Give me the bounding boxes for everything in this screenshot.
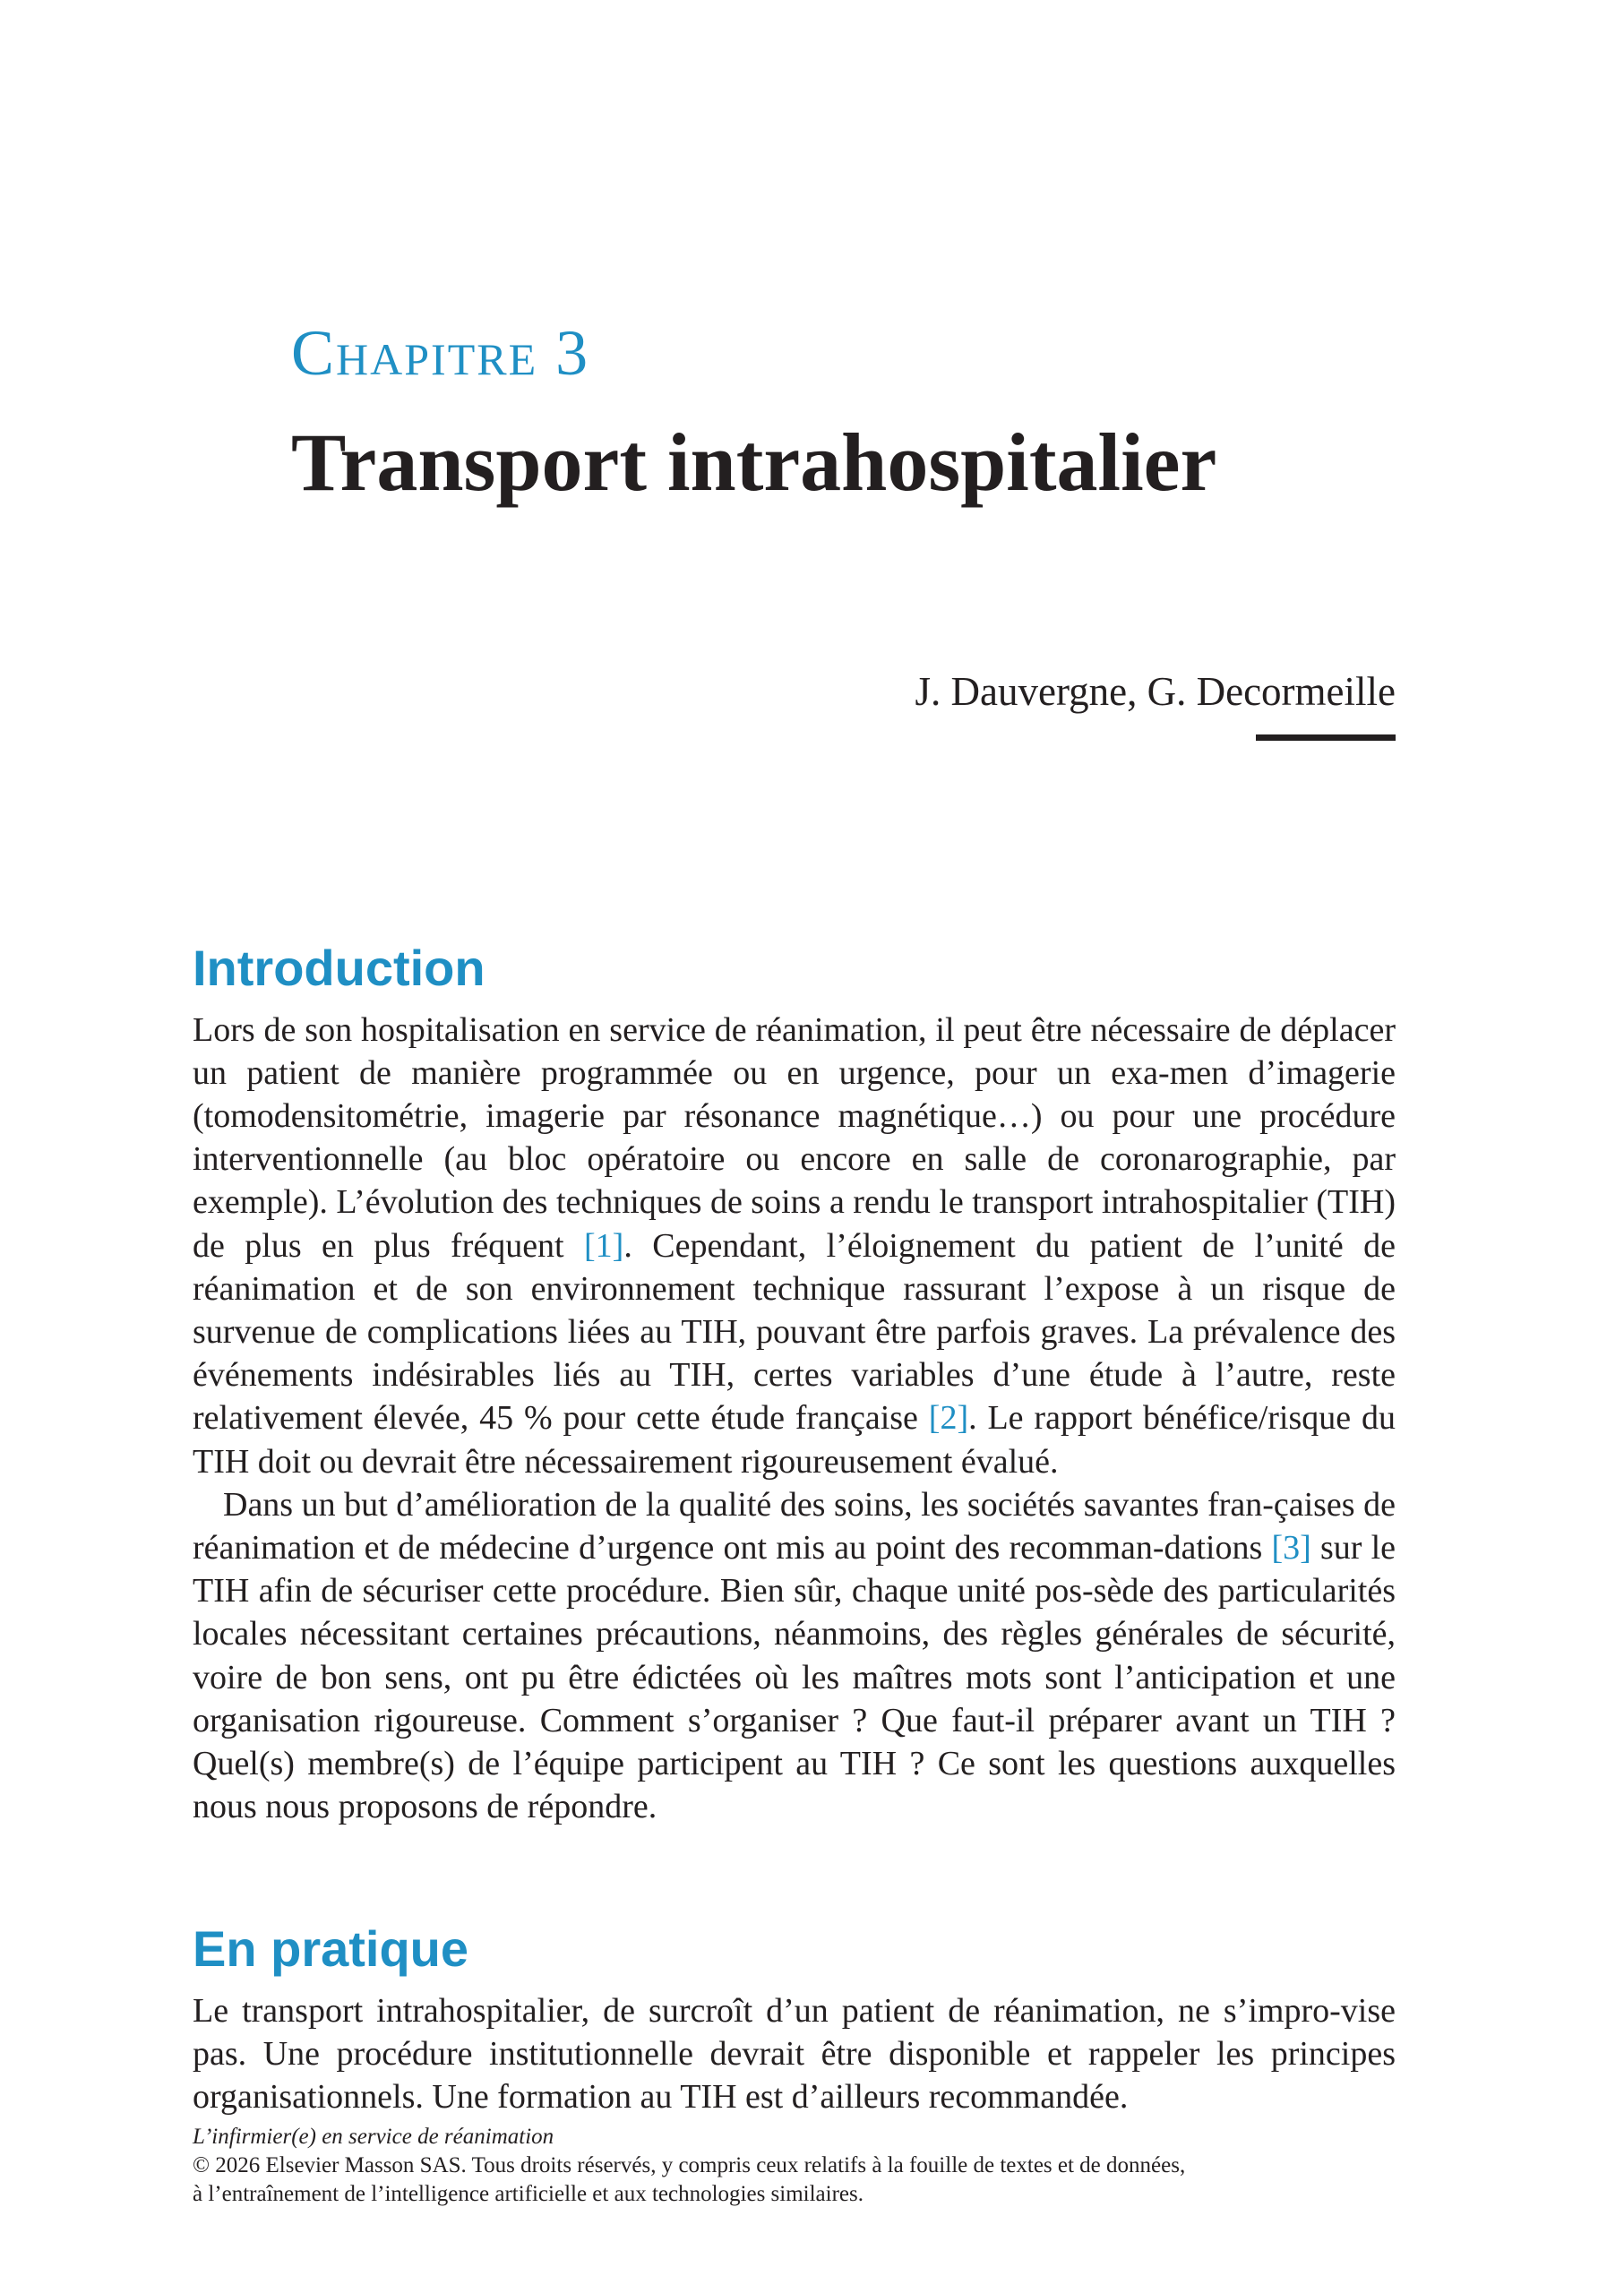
copyright-line-1: © 2026 Elsevier Masson SAS. Tous droits réservés, y compris ceux relatifs à la fouille de textes et de données, <box>193 2153 1186 2177</box>
practice-paragraph-1: Le transport intrahospitalier, de surcroît d’un patient de réanimation, ne s’impro-​vise pas. Une procédure institutionnelle devrait être disponible et rappeler les principes organisationnels. Une formation au TIH est d’ailleurs recommandée. <box>193 1991 1396 2116</box>
chapter-label: Chapitre 3 <box>291 317 590 389</box>
text-run: sur le TIH afin de sécuriser cette procédure. Bien sûr, chaque unité pos-​sède des particularités locales nécessitant certaines précautions, néanmoins, des règles générales de sécurité, voire de bon sens, ont pu être édictées où les maîtres mots sont l’anticipation et une organisation rigoureuse. Comment s’organiser ? Que faut-il préparer avant un TIH ? Quel(s) membre(s) de l’équipe participent au TIH ? Ce sont les questions auxquelles nous nous proposons de répondre. <box>193 1529 1396 1826</box>
reference-link-2[interactable]: [2] <box>928 1399 969 1438</box>
chapter-title: Transport intrahospitalier <box>291 417 1217 508</box>
text-run: . Le rapport bénéfice/risque du TIH doit ou devrait être nécessairement rigoureusement évalué. <box>193 1399 1396 1481</box>
copyright-line-2: à l’entraînement de l’intelligence artificielle et aux technologies similaires. <box>193 2182 864 2206</box>
practice-heading: En pratique <box>193 1920 469 1977</box>
introduction-heading: Introduction <box>193 940 485 996</box>
introduction-paragraph-1 <box>193 1009 1396 1483</box>
text-run: Dans un but d’amélioration de la qualité des soins, les sociétés savantes fran-​çaises de réanimation et de médecine d’urgence ont mis au point des recomman-​dations <box>193 1485 1396 1567</box>
text-run: Lors de son hospitalisation en service de réanimation, il peut être nécessaire de déplacer un patient de manière programmée ou en urgence, pour un exa-​men d’imagerie (tomodensitométrie, imagerie par résonance magnétique…) ou pour une procédure interventionnelle (au bloc opératoire ou encore en salle de coronarographie, par exemple). L’évolution des techniques de soins a rendu le transport intrahospitalier (TIH) de plus en plus fréquent <box>193 1010 1396 1265</box>
reference-link-1[interactable]: [1] <box>584 1226 624 1265</box>
practice-section <box>193 1921 1396 2118</box>
authors-rule <box>1256 734 1396 741</box>
page-footer <box>193 2123 1396 2209</box>
introduction-paragraph-2 <box>193 1483 1396 1829</box>
text-run: . Cependant, l’éloignement du patient de l’unité de réanimation et de son environnement technique rassurant l’expose à un risque de survenue de complications liées au TIH, pouvant être parfois graves. La prévalence des événements indésirables liés au TIH, certes variables d’une étude à l’autre, reste relativement élevée, 45 % pour cette étude française <box>193 1226 1396 1438</box>
introduction-section <box>193 940 1396 1828</box>
authors: J. Dauvergne, G. Decormeille <box>915 669 1396 714</box>
book-title: L’infirmier(e) en service de réanimation <box>193 2125 554 2149</box>
reference-link-3[interactable]: [3] <box>1271 1529 1311 1567</box>
